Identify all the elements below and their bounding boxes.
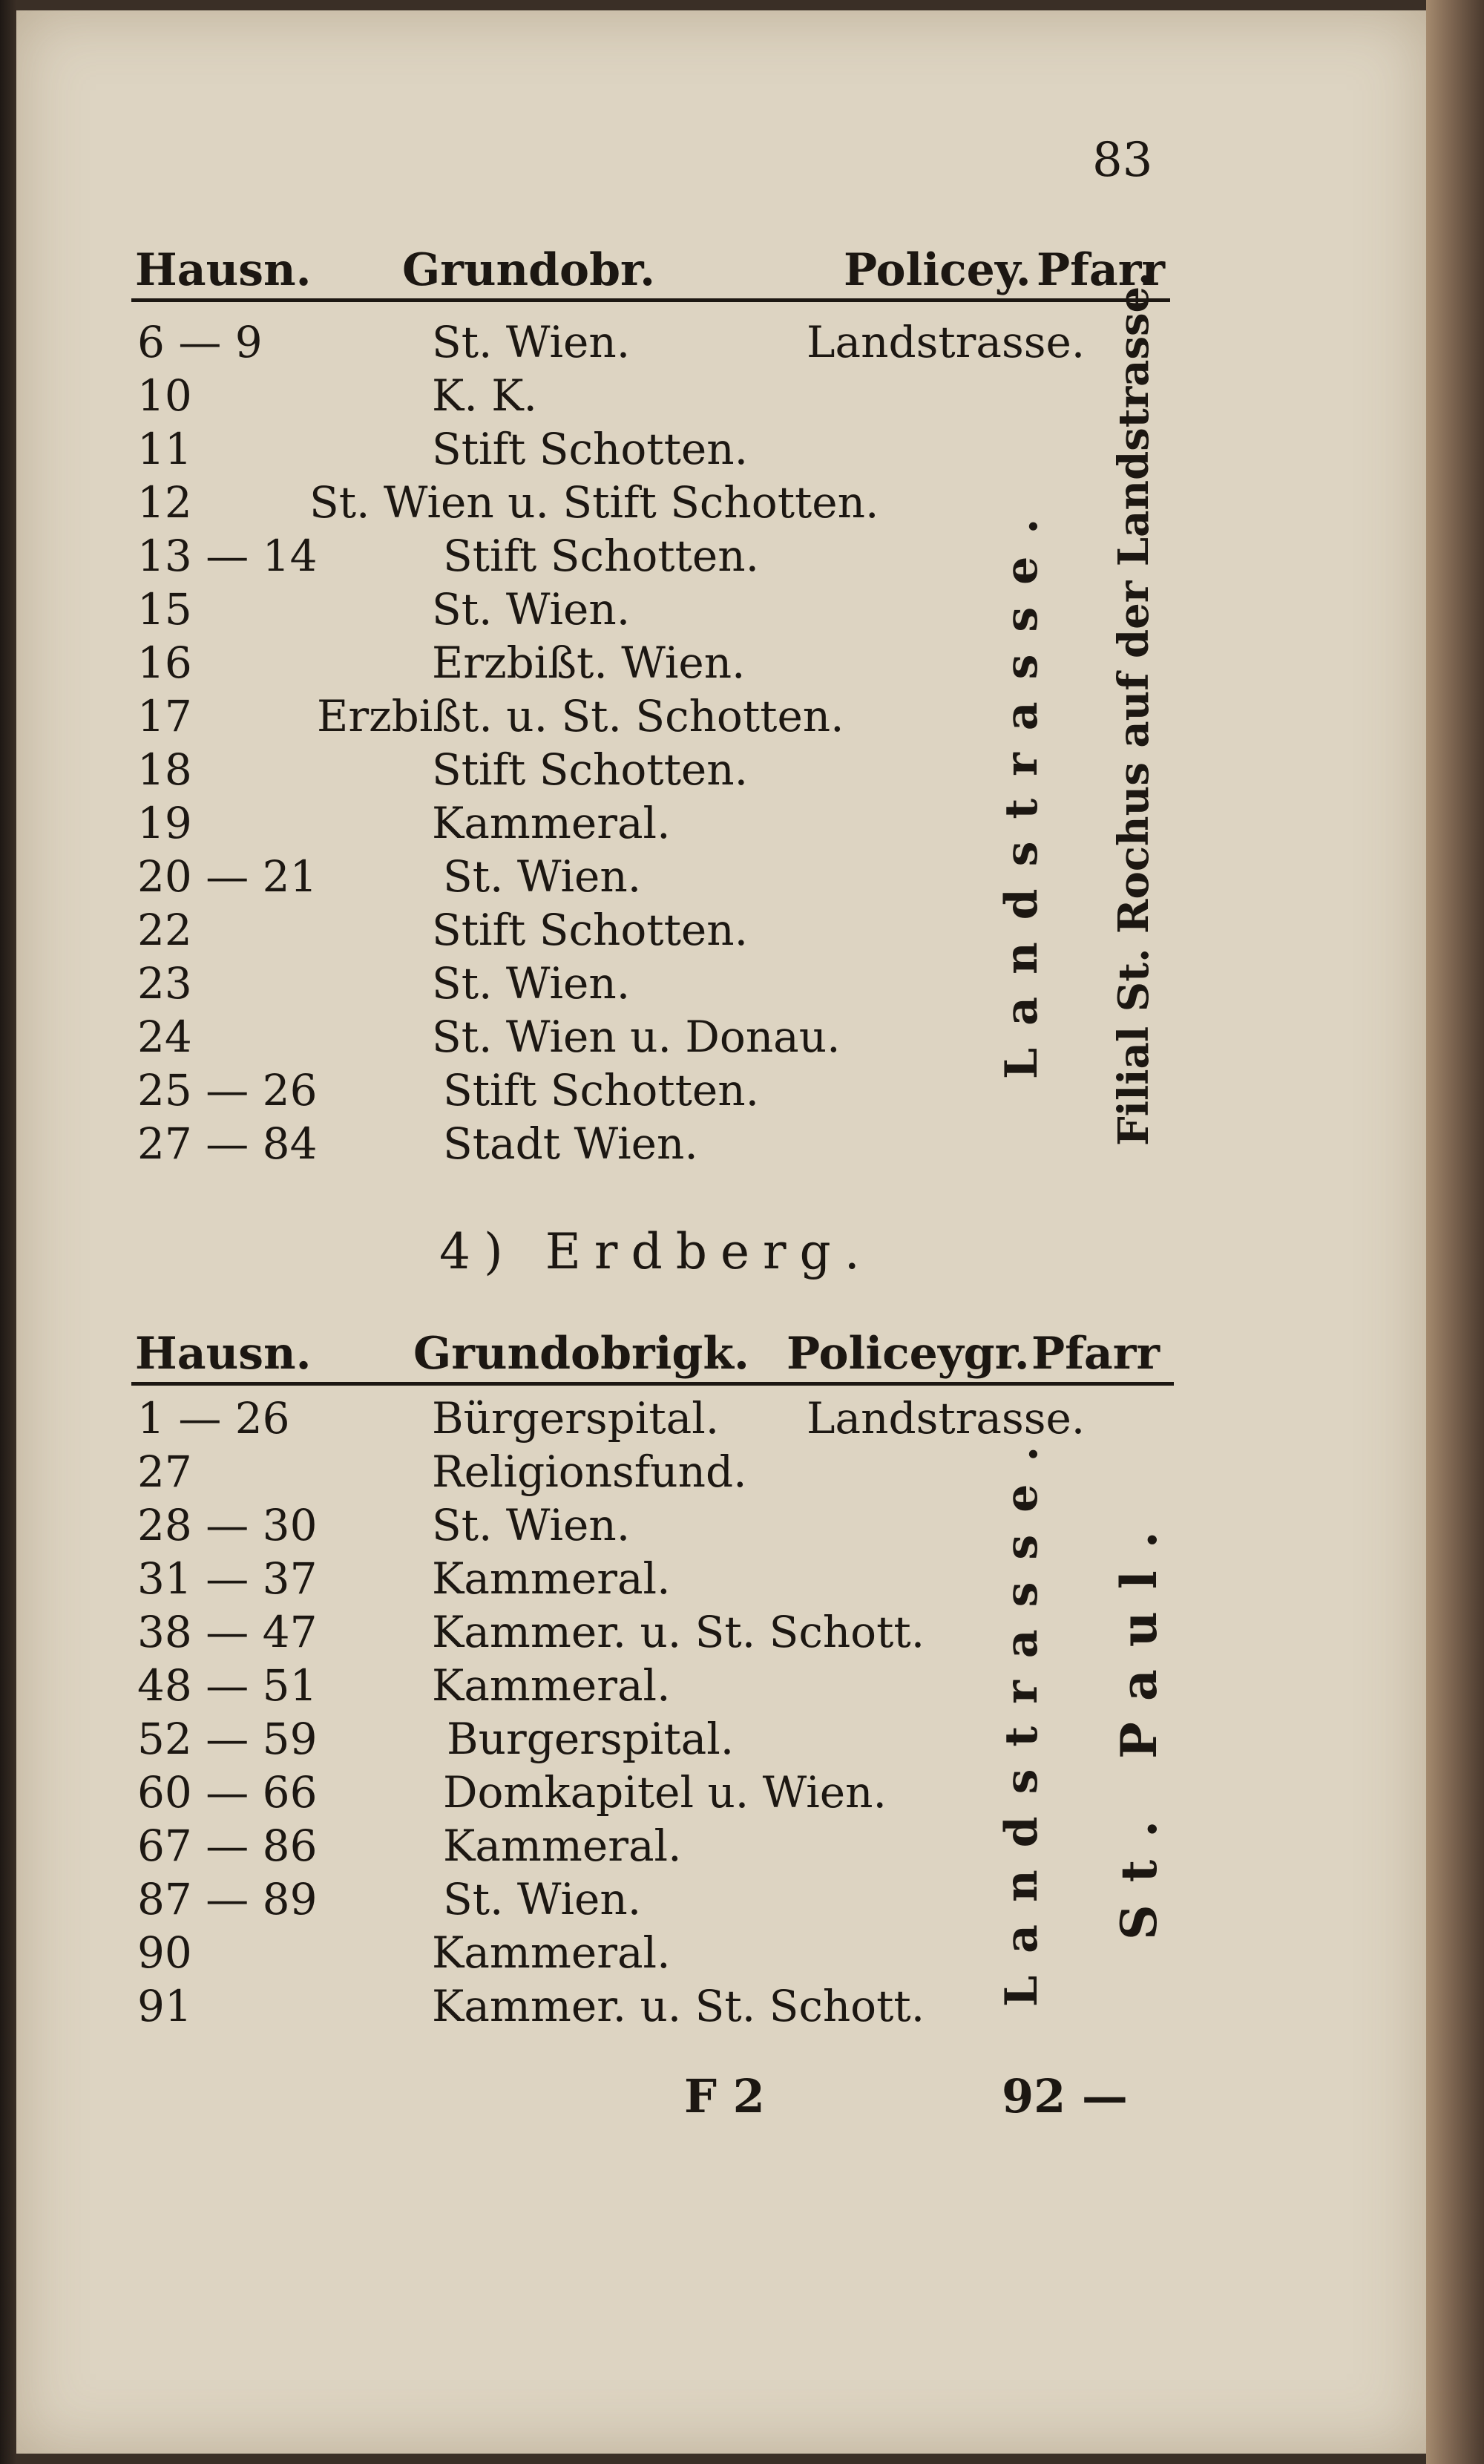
parish-vertical: Filial St. Rochus auf der Landstrasse. (1109, 272, 1158, 1146)
book-binding-shadow (0, 0, 16, 2464)
land-owner: St. Wien. (443, 1874, 642, 1924)
land-owner: Religionsfund. (432, 1446, 747, 1497)
header-house-number: Hausn. (135, 244, 312, 296)
house-number: 10 (137, 370, 192, 421)
house-number: 91 (137, 1981, 192, 2031)
house-number: 60 — 66 (137, 1767, 318, 1818)
land-owner: Kammeral. (432, 1927, 671, 1978)
house-number: 6 — 9 (137, 317, 263, 367)
house-number: 23 (137, 958, 192, 1009)
land-owner: St. Wien u. Donau. (432, 1012, 841, 1062)
land-owner: Stift Schotten. (432, 424, 749, 474)
house-number: 67 — 86 (137, 1821, 318, 1871)
house-number: 31 — 37 (137, 1553, 318, 1604)
house-number: 28 — 30 (137, 1500, 318, 1550)
catchword: 92 — (1002, 2069, 1128, 2123)
house-number: 22 (137, 905, 192, 955)
land-owner: Stift Schotten. (443, 531, 760, 581)
house-number: 16 (137, 638, 192, 688)
header-rule (131, 298, 1170, 302)
land-owner: St. Wien u. Stift Schotten. (309, 477, 879, 528)
land-owner: St. Wien. (432, 317, 631, 367)
land-owner: Stift Schotten. (432, 905, 749, 955)
parish-vertical: St. Paul. (1110, 1509, 1168, 1940)
land-owner: K. K. (432, 370, 537, 421)
land-owner: Erzbißt. Wien. (432, 638, 746, 688)
header-land-owner: Grundobr. (402, 244, 656, 296)
land-owner: Kammeral. (432, 1660, 671, 1711)
book-page (16, 10, 1426, 2454)
house-number: 27 (137, 1446, 192, 1497)
land-owner: Kammer. u. St. Schott. (432, 1607, 925, 1657)
house-number: 20 — 21 (137, 851, 318, 902)
land-owner: Erzbißt. u. St. Schotten. (317, 691, 844, 741)
header-police: Policey. (844, 244, 1031, 296)
land-owner: Stift Schotten. (443, 1065, 760, 1115)
police-district-vertical: Landstrasse. (996, 496, 1048, 1079)
house-number: 87 — 89 (137, 1874, 318, 1924)
land-owner: Domkapitel u. Wien. (443, 1767, 887, 1818)
house-number: 25 — 26 (137, 1065, 318, 1115)
house-number: 15 (137, 584, 192, 635)
land-owner: Burgerspital. (447, 1714, 735, 1764)
land-owner: St. Wien. (432, 584, 631, 635)
house-number: 52 — 59 (137, 1714, 318, 1764)
house-number: 18 (137, 744, 192, 795)
police-district: Landstrasse. (807, 1393, 1086, 1444)
house-number: 38 — 47 (137, 1607, 318, 1657)
land-owner: Kammer. u. St. Schott. (432, 1981, 925, 2031)
house-number: 11 (137, 424, 192, 474)
land-owner: St. Wien. (432, 958, 631, 1009)
page-number: 83 (1092, 133, 1153, 188)
header-parish: Pfarr (1031, 1328, 1160, 1380)
page-edges (1426, 0, 1484, 2464)
house-number: 27 — 84 (137, 1118, 318, 1169)
land-owner: Stift Schotten. (432, 744, 749, 795)
header-house-number: Hausn. (135, 1328, 312, 1380)
house-number: 12 (137, 477, 192, 528)
land-owner: Kammeral. (432, 798, 671, 848)
house-number: 1 — 26 (137, 1393, 290, 1444)
land-owner: Kammeral. (443, 1821, 682, 1871)
land-owner: Stadt Wien. (443, 1118, 698, 1169)
header-police: Policeygr. (787, 1328, 1030, 1380)
house-number: 19 (137, 798, 192, 848)
header-parish: Pfarr (1037, 244, 1166, 296)
house-number: 17 (137, 691, 192, 741)
house-number: 48 — 51 (137, 1660, 318, 1711)
police-district-vertical: Landstrasse. (996, 1423, 1048, 2007)
section-title: 4) Erdberg. (439, 1223, 873, 1280)
house-number: 13 — 14 (137, 531, 318, 581)
signature-mark: F 2 (684, 2069, 765, 2123)
police-district: Landstrasse. (807, 317, 1086, 367)
header-rule (131, 1382, 1174, 1386)
land-owner: St. Wien. (443, 851, 642, 902)
house-number: 90 (137, 1927, 192, 1978)
house-number: 24 (137, 1012, 192, 1062)
land-owner: Bürgerspital. (432, 1393, 720, 1444)
land-owner: St. Wien. (432, 1500, 631, 1550)
land-owner: Kammeral. (432, 1553, 671, 1604)
header-land-owner: Grundobrigk. (413, 1328, 749, 1380)
